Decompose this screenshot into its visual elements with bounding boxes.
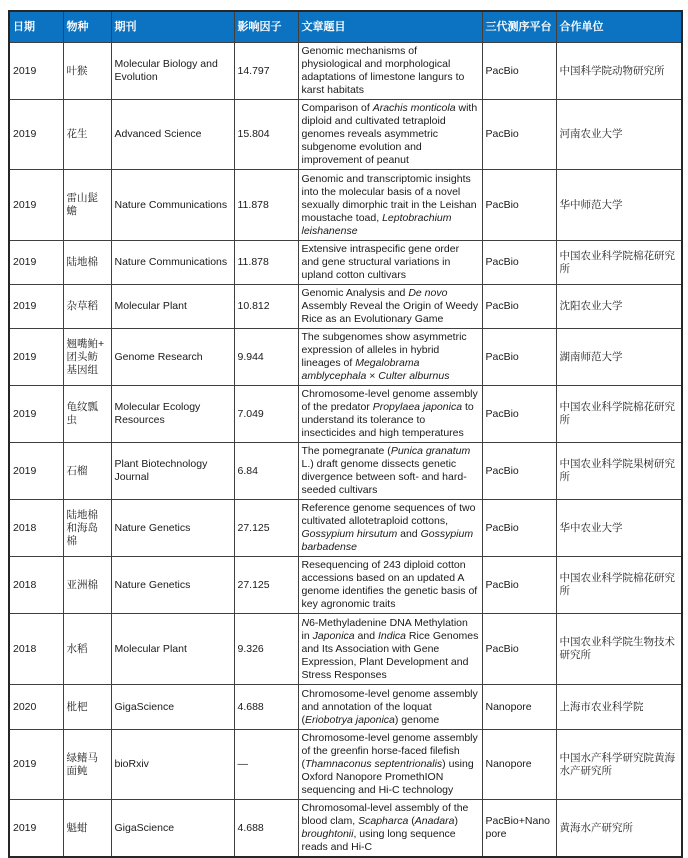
table-row	[9, 557, 682, 614]
cell-date: 2019	[9, 730, 63, 800]
publication-table-sheet	[8, 10, 683, 858]
column-header-platform: 三代测序平台	[482, 11, 556, 43]
cell-journal: Molecular Plant	[111, 285, 234, 329]
cell-title: Chromosome-level genome assembly of the predator Propylaea japonica to understand its tolerance to insecticides and high temperatures	[298, 386, 482, 443]
cell-partner: 中国农业科学院生物技术研究所	[556, 614, 682, 685]
cell-journal: Molecular Biology and Evolution	[111, 43, 234, 100]
table-row	[9, 730, 682, 800]
cell-species: 亚洲棉	[63, 557, 111, 614]
cell-impact-factor: 9.326	[234, 614, 298, 685]
cell-partner: 黄海水产研究所	[556, 800, 682, 858]
cell-date: 2019	[9, 170, 63, 241]
cell-species: 魁蚶	[63, 800, 111, 858]
cell-impact-factor: 27.125	[234, 557, 298, 614]
cell-title: The pomegranate (Punica granatum L.) draft genome dissects genetic divergence between soft- and hard-seeded cultivars	[298, 443, 482, 500]
column-header-date: 日期	[9, 11, 63, 43]
cell-species: 杂草稻	[63, 285, 111, 329]
column-header-title: 文章题目	[298, 11, 482, 43]
cell-date: 2018	[9, 557, 63, 614]
cell-title: Extensive intraspecific gene order and gene structural variations in upland cotton cultivars	[298, 241, 482, 285]
cell-platform: Nanopore	[482, 730, 556, 800]
cell-title: Chromosome-level genome assembly and annotation of the loquat (Eriobotrya japonica) genome	[298, 685, 482, 730]
cell-platform: PacBio	[482, 557, 556, 614]
cell-partner: 中国农业科学院棉花研究所	[556, 557, 682, 614]
cell-platform: PacBio+Nanopore	[482, 800, 556, 858]
table-row	[9, 685, 682, 730]
cell-partner: 中国科学院动物研究所	[556, 43, 682, 100]
cell-species: 龟纹瓢虫	[63, 386, 111, 443]
cell-partner: 中国农业科学院果树研究所	[556, 443, 682, 500]
cell-impact-factor: 4.688	[234, 800, 298, 858]
cell-platform: PacBio	[482, 500, 556, 557]
cell-journal: Molecular Plant	[111, 614, 234, 685]
cell-partner: 华中师范大学	[556, 170, 682, 241]
cell-platform: PacBio	[482, 241, 556, 285]
table-row	[9, 241, 682, 285]
cell-journal: Genome Research	[111, 329, 234, 386]
cell-partner: 中国农业科学院棉花研究所	[556, 386, 682, 443]
cell-species: 花生	[63, 100, 111, 170]
table-row	[9, 800, 682, 858]
cell-date: 2019	[9, 443, 63, 500]
cell-impact-factor: 27.125	[234, 500, 298, 557]
table-row	[9, 43, 682, 100]
table-row	[9, 329, 682, 386]
table-row	[9, 386, 682, 443]
cell-date: 2019	[9, 329, 63, 386]
cell-date: 2020	[9, 685, 63, 730]
cell-title: N6-Methyladenine DNA Methylation in Japonica and Indica Rice Genomes and Its Association with Gene Expression, Plant Development and Stress Responses	[298, 614, 482, 685]
cell-impact-factor: 9.944	[234, 329, 298, 386]
table-row	[9, 100, 682, 170]
cell-platform: PacBio	[482, 43, 556, 100]
cell-platform: PacBio	[482, 170, 556, 241]
column-header-journal: 期刊	[111, 11, 234, 43]
table-row	[9, 614, 682, 685]
cell-title: Genomic mechanisms of physiological and morphological adaptations of limestone langurs to karst habitats	[298, 43, 482, 100]
cell-species: 雷山髭蟾	[63, 170, 111, 241]
cell-platform: PacBio	[482, 614, 556, 685]
cell-impact-factor: 4.688	[234, 685, 298, 730]
table-row	[9, 285, 682, 329]
cell-journal: Advanced Science	[111, 100, 234, 170]
cell-date: 2019	[9, 800, 63, 858]
cell-journal: GigaScience	[111, 800, 234, 858]
cell-partner: 中国水产科学研究院黄海水产研究所	[556, 730, 682, 800]
cell-title: The subgenomes show asymmetric expression of alleles in hybrid lineages of Megalobrama amblycephala × Culter alburnus	[298, 329, 482, 386]
cell-partner: 华中农业大学	[556, 500, 682, 557]
column-header-impact-factor: 影响因子	[234, 11, 298, 43]
cell-platform: PacBio	[482, 386, 556, 443]
cell-impact-factor: 7.049	[234, 386, 298, 443]
cell-journal: Plant Biotechnology Journal	[111, 443, 234, 500]
cell-impact-factor: 14.797	[234, 43, 298, 100]
cell-impact-factor: 6.84	[234, 443, 298, 500]
cell-date: 2019	[9, 43, 63, 100]
cell-species: 绿鳍马面鲀	[63, 730, 111, 800]
cell-title: Reference genome sequences of two cultivated allotetraploid cottons, Gossypium hirsutum and Gossypium barbadense	[298, 500, 482, 557]
cell-impact-factor: 15.804	[234, 100, 298, 170]
cell-impact-factor: 11.878	[234, 170, 298, 241]
cell-journal: bioRxiv	[111, 730, 234, 800]
cell-date: 2019	[9, 100, 63, 170]
cell-platform: PacBio	[482, 285, 556, 329]
cell-partner: 湖南师范大学	[556, 329, 682, 386]
cell-species: 陆地棉	[63, 241, 111, 285]
cell-date: 2019	[9, 285, 63, 329]
header-row	[9, 11, 682, 43]
cell-journal: Nature Genetics	[111, 557, 234, 614]
cell-date: 2018	[9, 614, 63, 685]
column-header-species: 物种	[63, 11, 111, 43]
cell-title: Genomic and transcriptomic insights into the molecular basis of a novel sexually dimorphic trait in the Leishan moustache toad, Leptobrachium leishanense	[298, 170, 482, 241]
cell-species: 石榴	[63, 443, 111, 500]
cell-partner: 沈阳农业大学	[556, 285, 682, 329]
cell-journal: Nature Communications	[111, 241, 234, 285]
cell-journal: Nature Communications	[111, 170, 234, 241]
cell-journal: Nature Genetics	[111, 500, 234, 557]
cell-species: 水稻	[63, 614, 111, 685]
cell-date: 2019	[9, 386, 63, 443]
cell-date: 2019	[9, 241, 63, 285]
cell-title: Genomic Analysis and De novo Assembly Reveal the Origin of Weedy Rice as an Evolutionary Game	[298, 285, 482, 329]
cell-species: 陆地棉和海岛棉	[63, 500, 111, 557]
cell-partner: 上海市农业科学院	[556, 685, 682, 730]
table-row	[9, 443, 682, 500]
column-header-partner: 合作单位	[556, 11, 682, 43]
cell-platform: PacBio	[482, 100, 556, 170]
cell-journal: Molecular Ecology Resources	[111, 386, 234, 443]
publications-table	[8, 10, 683, 858]
cell-species: 叶猴	[63, 43, 111, 100]
cell-impact-factor: 11.878	[234, 241, 298, 285]
cell-journal: GigaScience	[111, 685, 234, 730]
cell-species: 翘嘴鲌+ 团头鲂基因组	[63, 329, 111, 386]
cell-title: Chromosome-level genome assembly of the greenfin horse-faced filefish (Thamnaconus septentrionalis) using Oxford Nanopore PromethION sequencing and Hi-C technology	[298, 730, 482, 800]
cell-title: Chromosomal-level assembly of the blood clam, Scapharca (Anadara) broughtonii, using long sequence reads and Hi-C	[298, 800, 482, 858]
cell-date: 2018	[9, 500, 63, 557]
cell-title: Comparison of Arachis monticola with diploid and cultivated tetraploid genomes reveals asymmetric subgenome evolution and improvement of peanut	[298, 100, 482, 170]
table-row	[9, 170, 682, 241]
cell-species: 枇杷	[63, 685, 111, 730]
cell-impact-factor: 10.812	[234, 285, 298, 329]
cell-platform: PacBio	[482, 329, 556, 386]
cell-platform: Nanopore	[482, 685, 556, 730]
cell-partner: 河南农业大学	[556, 100, 682, 170]
cell-title: Resequencing of 243 diploid cotton accessions based on an updated A genome identifies the genetic basis of key agronomic traits	[298, 557, 482, 614]
cell-partner: 中国农业科学院棉花研究所	[556, 241, 682, 285]
table-row	[9, 500, 682, 557]
cell-platform: PacBio	[482, 443, 556, 500]
cell-impact-factor: —	[234, 730, 298, 800]
